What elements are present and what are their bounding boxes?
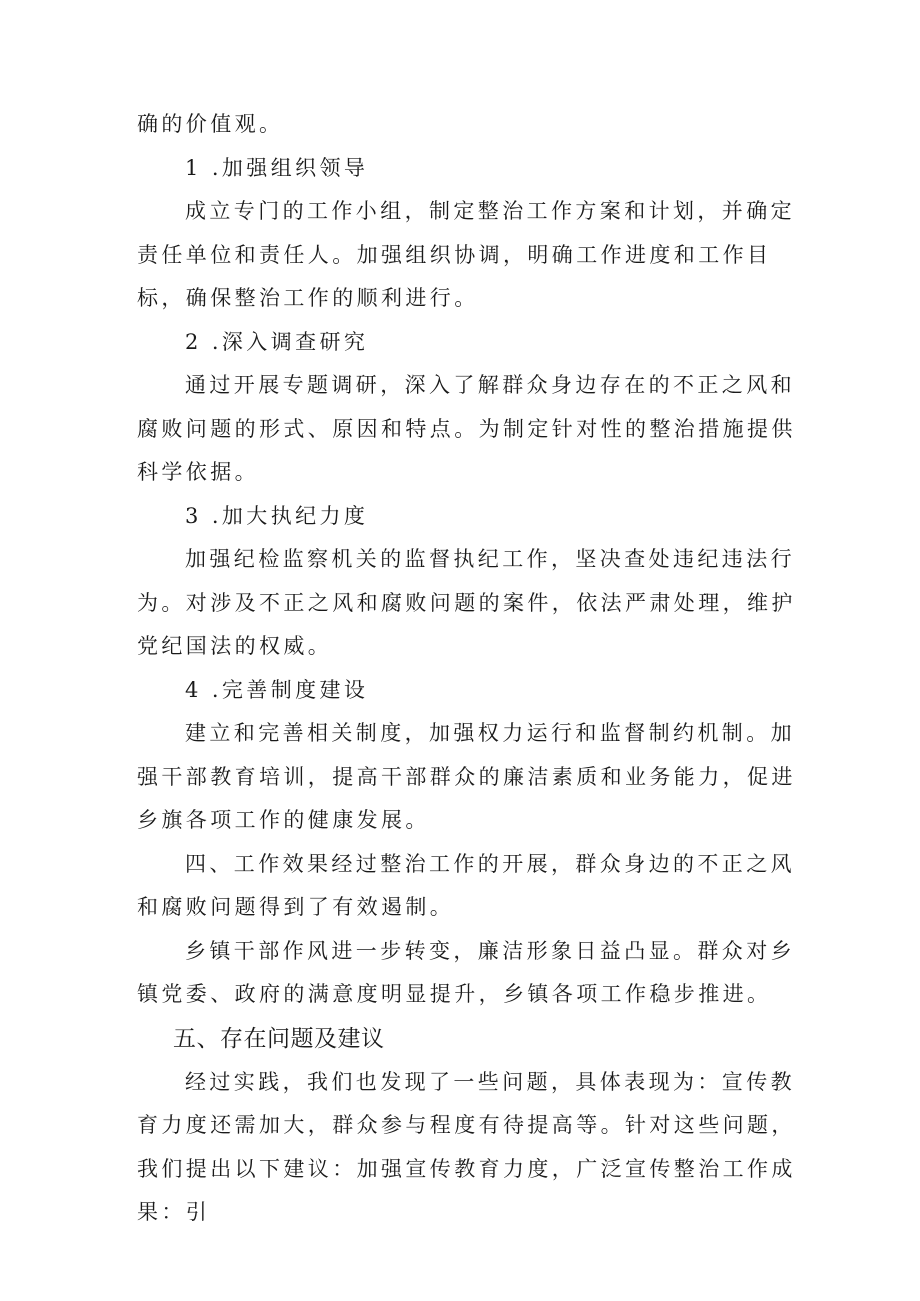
subheading-3: 3 .加大执纪力度 (185, 503, 369, 528)
subheading-2: 2 .深入调查研究 (185, 329, 369, 354)
paragraph-2: 通过开展专题调研，深入了解群众身边存在的不正之风和腐败问题的形式、原因和特点。为制定针对性的整治措施提供科学依据。 (137, 373, 796, 484)
paragraph-work-effect: 四、工作效果经过整治工作的开展，群众身边的不正之风和腐败问题得到了有效遏制。 (137, 851, 795, 919)
subheading-4: 4 .完善制度建设 (185, 677, 369, 702)
subheading-1: 1 .加强组织领导 (185, 155, 369, 180)
paragraph-4: 建立和完善相关制度，加强权力运行和监督制约机制。加强干部教育培训，提高干部群众的廉洁素质和业务能力，促进乡旗各项工作的健康发展。 (137, 721, 796, 832)
paragraph-cadre-style: 乡镇干部作风进一步转变，廉洁形象日益凸显。群众对乡镇党委、政府的满意度明显提升，乡镇各项工作稳步推进。 (137, 938, 795, 1006)
paragraph-problems: 经过实践，我们也发现了一些问题，具体表现为：宣传教育力度还需加大，群众参与程度有待提高等。针对这些问题，我们提出以下建议：加强宣传教育力度，广泛宣传整治工作成果：引 (137, 1069, 796, 1224)
paragraph-3: 加强纪检监察机关的监督执纪工作，坚决查处违纪违法行为。对涉及不正之风和腐败问题的案件，依法严肃处理，维护党纪国法的权威。 (137, 547, 796, 658)
section-heading-5: 五、存在问题及建议 (173, 1025, 385, 1052)
paragraph-1: 成立专门的工作小组，制定整治工作方案和计划，并确定责任单位和责任人。加强组织协调，明确工作进度和工作目标，确保整治工作的顺利进行。 (137, 199, 795, 310)
paragraph-continuation: 确的价值观。 (137, 112, 284, 136)
